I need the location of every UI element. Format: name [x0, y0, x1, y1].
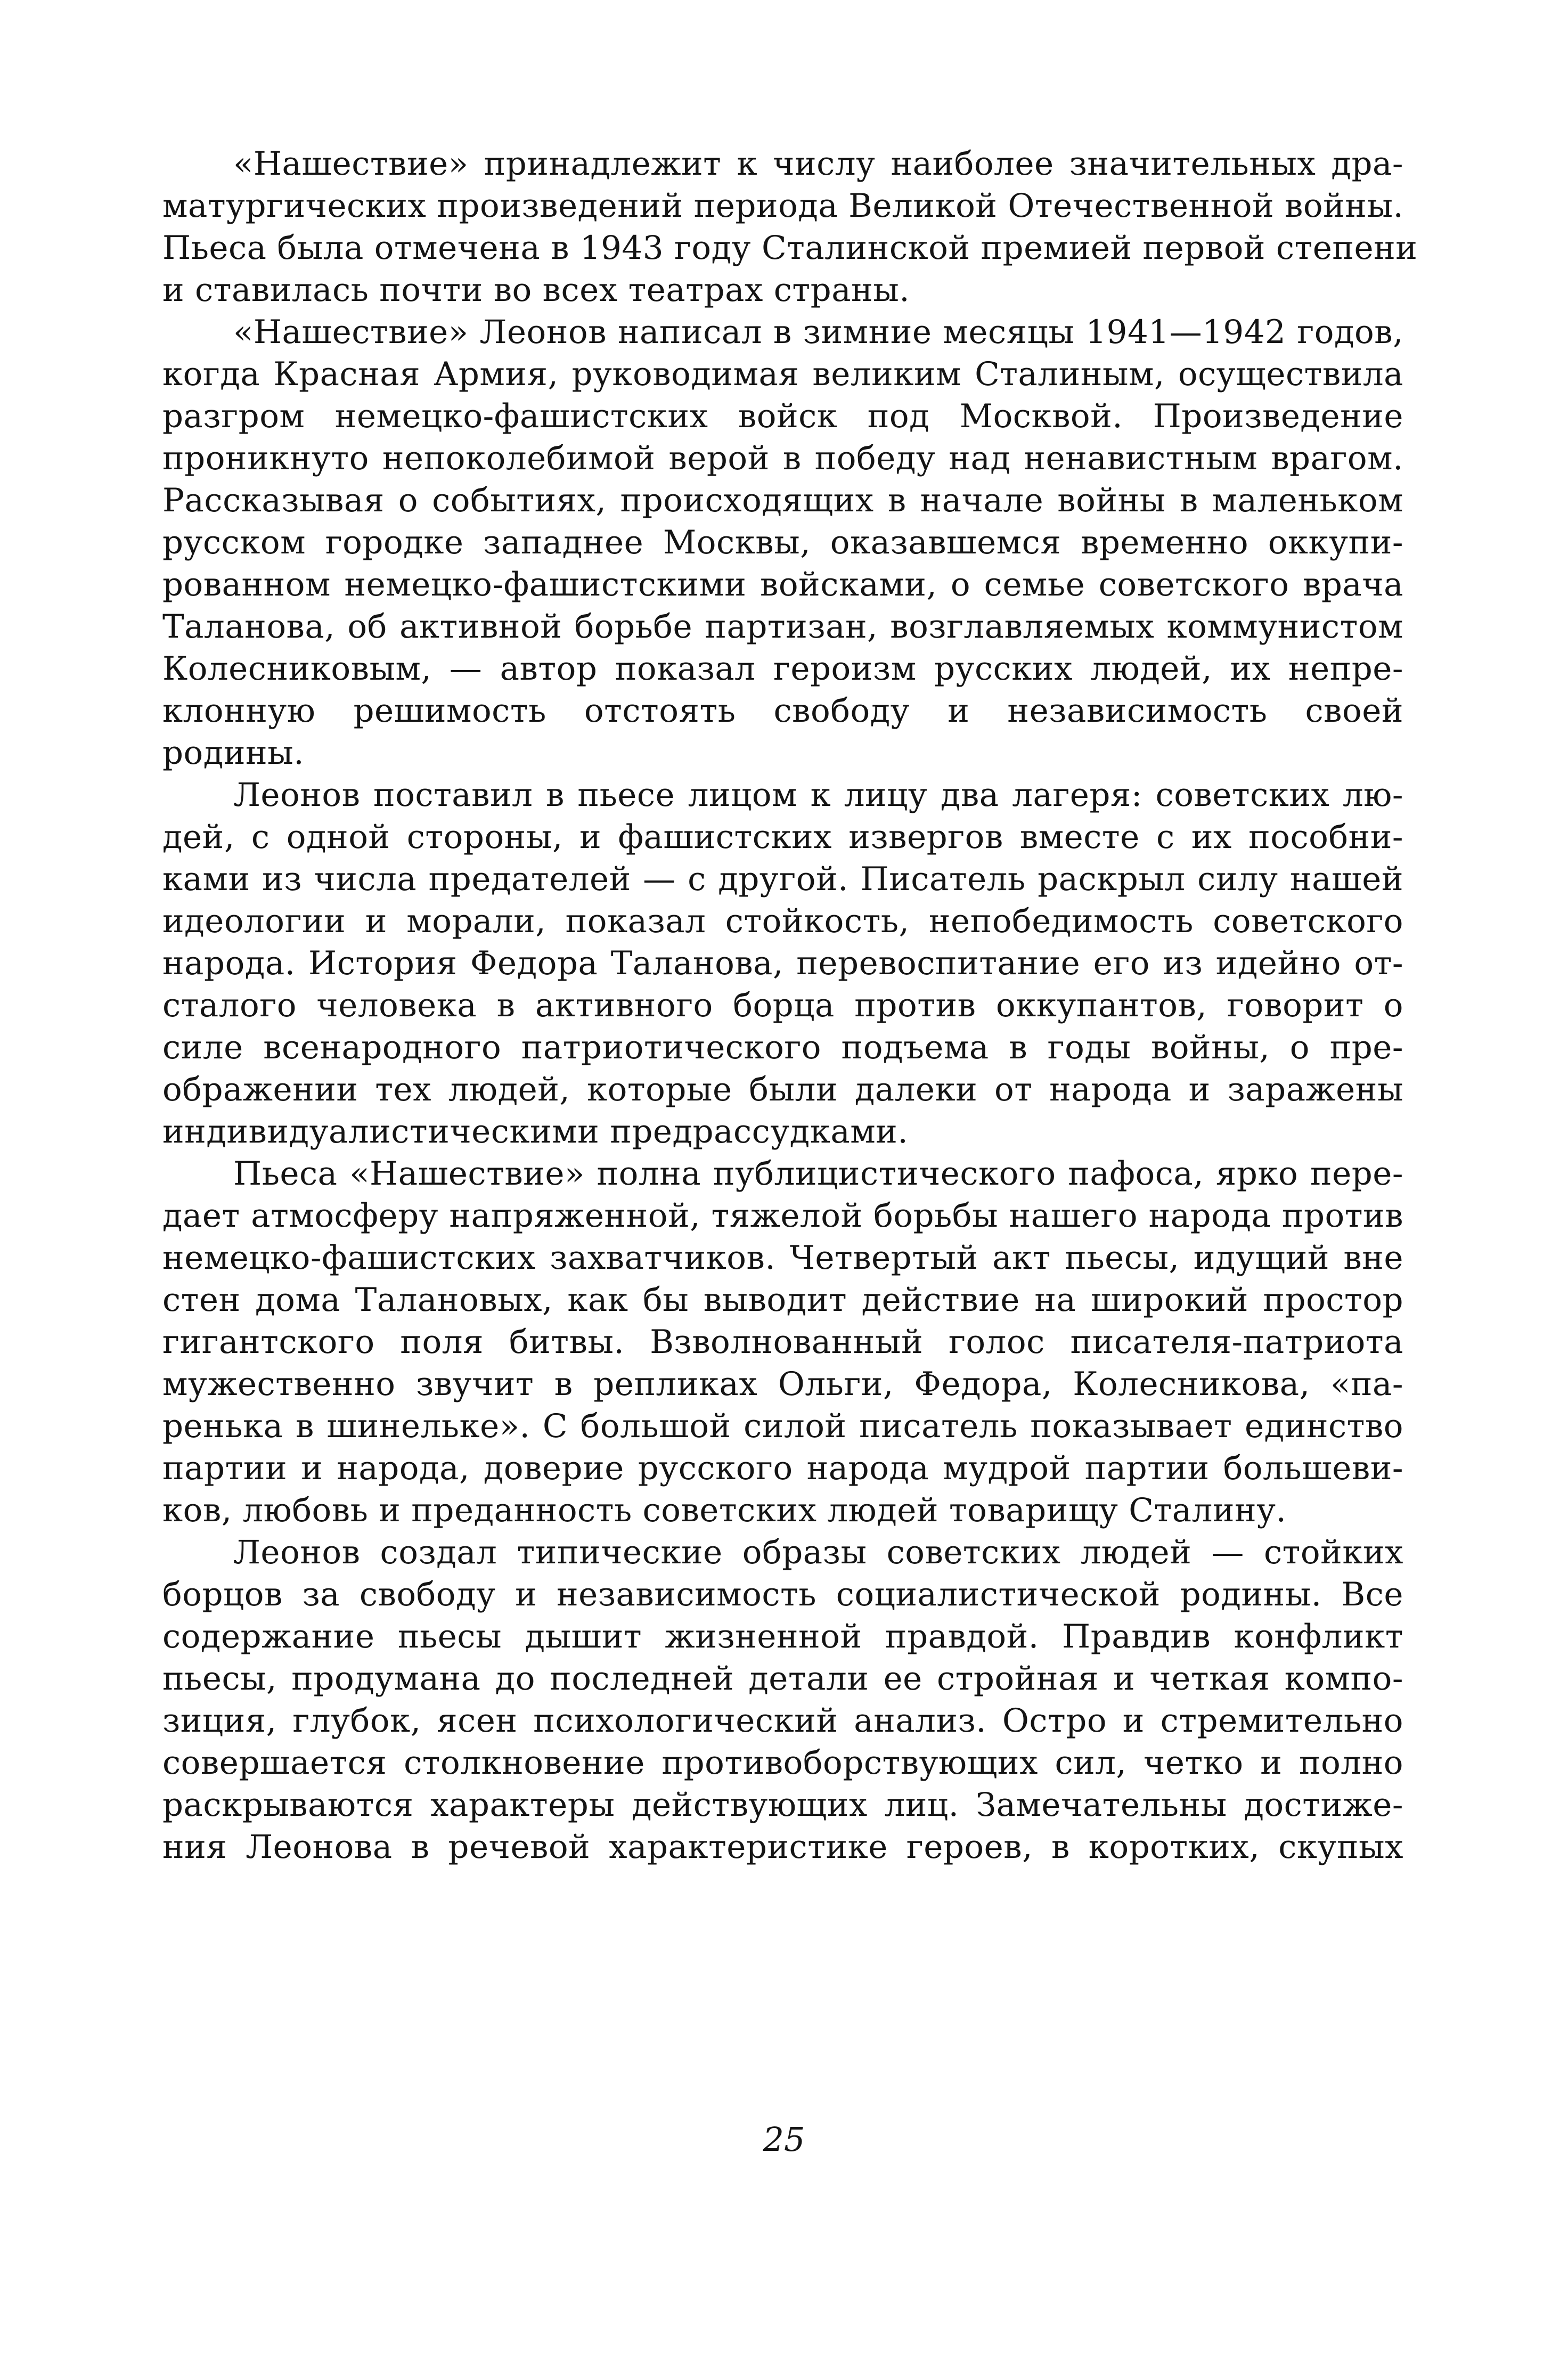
text-line: идеологии и морали, показал стойкость, непобедимость советского — [162, 902, 1403, 940]
text-line: индивидуалистическими предрассудками. — [162, 1113, 909, 1151]
paragraph-3 — [162, 774, 1403, 1153]
text-line: народа. История Федора Таланова, перевоспитание его из идейно от- — [162, 944, 1403, 982]
paragraph-4 — [162, 1153, 1403, 1531]
text-line: и ставилась почти во всех театрах страны. — [162, 271, 910, 309]
text-line: раскрываются характеры действующих лиц. Замечательны достиже- — [162, 1786, 1403, 1824]
text-line: «Нашествие» Леонов написал в зимние месяцы 1941—1942 годов, — [233, 313, 1403, 351]
text-line: матургических произведений периода Великой Отечественной войны. — [162, 187, 1404, 225]
text-line: рованном немецко-фашистскими войсками, о семье советского врача — [162, 566, 1403, 604]
text-line: стен дома Талановых, как бы выводит действие на широкий простор — [162, 1281, 1403, 1319]
text-line: совершается столкновение противоборствующих сил, четко и полно — [162, 1744, 1403, 1782]
text-line: Леонов поставил в пьесе лицом к лицу два лагеря: советских лю- — [233, 776, 1403, 814]
text-line: зиция, глубок, ясен психологический анализ. Остро и стремительно — [162, 1702, 1403, 1740]
text-line: дей, с одной стороны, и фашистских извергов вместе с их пособни- — [162, 818, 1403, 856]
text-line: борцов за свободу и независимость социалистической родины. Все — [162, 1576, 1403, 1613]
text-line: Леонов создал типические образы советских людей — стойких — [233, 1534, 1403, 1571]
paragraph-5 — [162, 1531, 1403, 1868]
text-line: ками из числа предателей — с другой. Писатель раскрыл силу нашей — [162, 860, 1403, 898]
text-line: родины. — [162, 734, 305, 772]
text-line: дает атмосферу напряженной, тяжелой борьбы нашего народа против — [162, 1197, 1403, 1235]
text-line: Колесниковым, — автор показал героизм русских людей, их непре- — [162, 650, 1403, 688]
text-line: «Нашествие» принадлежит к числу наиболее значительных дра- — [233, 145, 1403, 183]
paragraph-1 — [162, 143, 1418, 311]
text-line: немецко-фашистских захватчиков. Четвертый акт пьесы, идущий вне — [162, 1239, 1403, 1277]
text-line: силе всенародного патриотического подъема в годы войны, о пре- — [162, 1029, 1403, 1066]
text-line: проникнуто непоколебимой верой в победу над ненавистным врагом. — [162, 439, 1403, 477]
text-line: русском городке западнее Москвы, оказавшемся временно оккупи- — [162, 524, 1403, 561]
text-line: ображении тех людей, которые были далеки от народа и заражены — [162, 1071, 1403, 1108]
body-text — [162, 143, 1418, 1868]
text-line: Пьеса «Нашествие» полна публицистического пафоса, ярко пере- — [233, 1155, 1403, 1193]
text-line: содержание пьесы дышит жизненной правдой. Правдив конфликт — [162, 1618, 1403, 1656]
text-line: клонную решимость отстоять свободу и независимость своей — [162, 692, 1403, 730]
text-line: пьесы, продумана до последней детали ее стройная и четкая компо- — [162, 1660, 1403, 1698]
text-line: Таланова, об активной борьбе партизан, возглавляемых коммунистом — [162, 608, 1403, 646]
text-line: гигантского поля битвы. Взволнованный голос писателя-патриота — [162, 1323, 1403, 1361]
text-line: ков, любовь и преданность советских людей товарищу Сталину. — [162, 1491, 1287, 1529]
text-line: разгром немецко-фашистских войск под Москвой. Произведение — [162, 397, 1403, 435]
text-line: партии и народа, доверие русского народа мудрой партии большеви- — [162, 1449, 1403, 1487]
paragraph-2 — [162, 311, 1403, 774]
text-line: ния Леонова в речевой характеристике героев, в коротких, скупых — [162, 1828, 1403, 1866]
text-line: Рассказывая о событиях, происходящих в начале войны в маленьком — [162, 482, 1403, 519]
text-line: сталого человека в активного борца против оккупантов, говорит о — [162, 986, 1403, 1024]
text-line: когда Красная Армия, руководимая великим Сталиным, осуществила — [162, 355, 1403, 393]
text-line: Пьеса была отмечена в 1943 году Сталинской премией первой степени — [162, 229, 1418, 267]
page-number: 25 — [763, 2120, 805, 2159]
text-line: ренька в шинельке». С большой силой писатель показывает единство — [162, 1407, 1403, 1445]
text-line: мужественно звучит в репликах Ольги, Федора, Колесникова, «па- — [162, 1365, 1403, 1403]
